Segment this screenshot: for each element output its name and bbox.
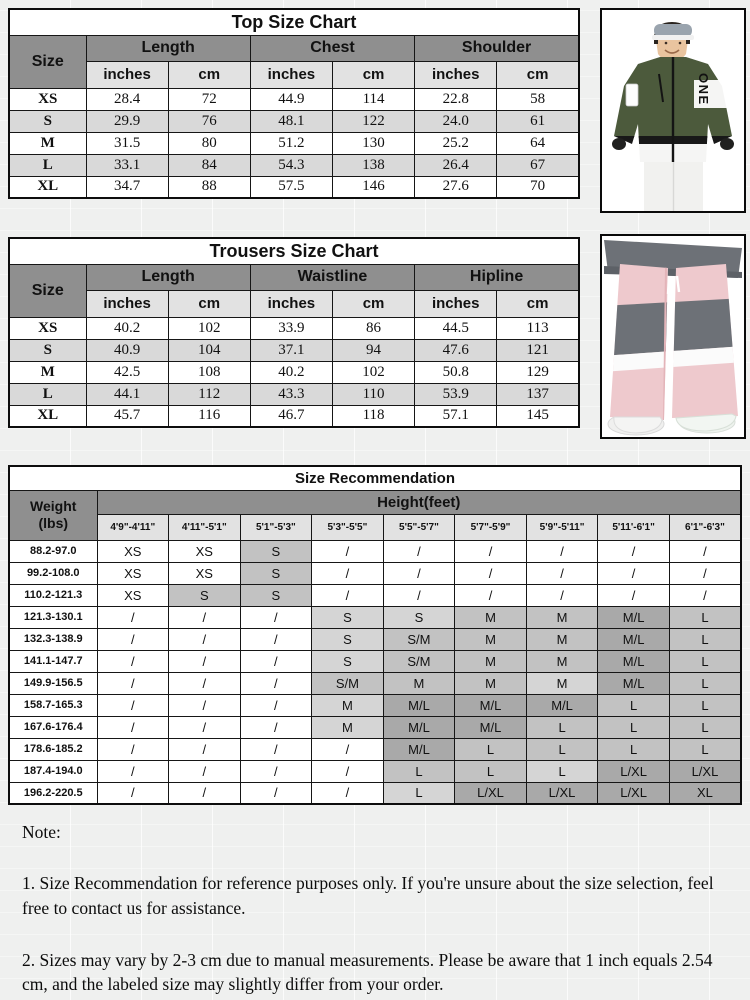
weight-range-2: 110.2-121.3	[9, 584, 97, 606]
recommendation-cell-11-8: XL	[669, 782, 741, 804]
trousers-chart-value-XS-3: 86	[332, 317, 414, 339]
height-column-7: 5'11'-6'1"	[598, 514, 670, 540]
top-chart-value-XS-1: 72	[168, 88, 250, 110]
recommendation-cell-2-6: /	[526, 584, 598, 606]
weight-range-4: 132.3-138.9	[9, 628, 97, 650]
recommendation-cell-1-6: /	[526, 562, 598, 584]
recommendation-cell-1-4: /	[383, 562, 455, 584]
trousers-chart-value-XL-3: 118	[332, 405, 414, 427]
recommendation-cell-11-5: L/XL	[455, 782, 527, 804]
recommendation-cell-9-4: M/L	[383, 738, 455, 760]
trousers-chart-value-L-5: 137	[497, 383, 579, 405]
weight-range-7: 158.7-165.3	[9, 694, 97, 716]
trousers-chart-value-M-2: 40.2	[250, 361, 332, 383]
top-chart-unit-header-5: cm	[497, 61, 579, 88]
recommendation-cell-11-4: L	[383, 782, 455, 804]
recommendation-cell-2-1: S	[169, 584, 241, 606]
recommendation-cell-0-5: /	[455, 540, 527, 562]
top-chart-group-header-1: Chest	[250, 35, 414, 61]
trousers-chart-value-XS-5: 113	[497, 317, 579, 339]
top-chart-value-S-2: 48.1	[250, 110, 332, 132]
recommendation-cell-3-5: M	[455, 606, 527, 628]
recommendation-cell-11-6: L/XL	[526, 782, 598, 804]
recommendation-cell-6-4: M	[383, 672, 455, 694]
recommendation-cell-9-2: /	[240, 738, 312, 760]
jacket-brand-text: ONE	[696, 73, 711, 106]
recommendation-cell-7-0: /	[97, 694, 169, 716]
trousers-chart-value-XL-1: 116	[168, 405, 250, 427]
trousers-chart-value-M-0: 42.5	[86, 361, 168, 383]
recommendation-cell-3-7: M/L	[598, 606, 670, 628]
recommendation-cell-4-8: L	[669, 628, 741, 650]
recommendation-row-8	[9, 716, 741, 738]
top-chart-row-S	[9, 110, 579, 132]
weight-header-line1: Weight	[30, 497, 77, 514]
recommendation-cell-8-8: L	[669, 716, 741, 738]
top-chart-value-XS-4: 22.8	[415, 88, 497, 110]
recommendation-cell-2-4: /	[383, 584, 455, 606]
height-header: Height(feet)	[97, 490, 741, 514]
recommendation-cell-2-5: /	[455, 584, 527, 606]
recommendation-cell-5-5: M	[455, 650, 527, 672]
recommendation-cell-3-4: S	[383, 606, 455, 628]
recommendation-cell-0-0: XS	[97, 540, 169, 562]
recommendation-cell-1-2: S	[240, 562, 312, 584]
top-chart-row-XS	[9, 88, 579, 110]
trousers-chart-value-S-3: 94	[332, 339, 414, 361]
recommendation-cell-8-3: M	[312, 716, 384, 738]
recommendation-cell-4-5: M	[455, 628, 527, 650]
trousers-chart-size-S: S	[9, 339, 86, 361]
recommendation-cell-11-3: /	[312, 782, 384, 804]
top-chart-value-L-3: 138	[332, 154, 414, 176]
recommendation-cell-6-0: /	[97, 672, 169, 694]
recommendation-row-1	[9, 562, 741, 584]
recommendation-cell-10-6: L	[526, 760, 598, 782]
recommendation-cell-3-8: L	[669, 606, 741, 628]
top-chart-value-XS-2: 44.9	[250, 88, 332, 110]
recommendation-cell-1-8: /	[669, 562, 741, 584]
trousers-chart-value-L-1: 112	[168, 383, 250, 405]
recommendation-cell-4-6: M	[526, 628, 598, 650]
top-chart-value-M-5: 64	[497, 132, 579, 154]
recommendation-cell-7-2: /	[240, 694, 312, 716]
trousers-chart-row-L	[9, 383, 579, 405]
recommendation-cell-5-8: L	[669, 650, 741, 672]
top-chart-table	[8, 8, 580, 199]
top-chart-size-header: Size	[9, 35, 86, 88]
note-item-1: 1. Size Recommendation for reference purposes only. If you're unsure about the size selection, feel free to contact us for assistance.	[22, 872, 714, 918]
trousers-chart-value-XL-0: 45.7	[86, 405, 168, 427]
trousers-product-photo	[600, 234, 746, 439]
trousers-chart-value-S-5: 121	[497, 339, 579, 361]
top-chart-value-M-3: 130	[332, 132, 414, 154]
top-chart-value-XS-0: 28.4	[86, 88, 168, 110]
recommendation-title: Size Recommendation	[9, 466, 741, 490]
recommendation-cell-2-0: XS	[97, 584, 169, 606]
top-chart-row-L	[9, 154, 579, 176]
top-chart-value-M-2: 51.2	[250, 132, 332, 154]
recommendation-cell-1-5: /	[455, 562, 527, 584]
recommendation-row-4	[9, 628, 741, 650]
trousers-chart-value-S-0: 40.9	[86, 339, 168, 361]
trousers-chart-unit-header-5: cm	[497, 290, 579, 317]
recommendation-height-header-row	[9, 490, 741, 514]
top-chart-size-S: S	[9, 110, 86, 132]
top-chart-value-M-4: 25.2	[415, 132, 497, 154]
trousers-chart-value-M-1: 108	[168, 361, 250, 383]
recommendation-cell-6-7: M/L	[598, 672, 670, 694]
trousers-chart-value-XL-5: 145	[497, 405, 579, 427]
top-chart-size-XL: XL	[9, 176, 86, 198]
trousers-chart-value-L-3: 110	[332, 383, 414, 405]
recommendation-cell-9-7: L	[598, 738, 670, 760]
trousers-chart-value-L-2: 43.3	[250, 383, 332, 405]
recommendation-cell-5-4: S/M	[383, 650, 455, 672]
top-chart-value-XL-3: 146	[332, 176, 414, 198]
recommendation-cell-11-1: /	[169, 782, 241, 804]
recommendation-cell-8-1: /	[169, 716, 241, 738]
recommendation-cell-1-0: XS	[97, 562, 169, 584]
trousers-chart-value-L-0: 44.1	[86, 383, 168, 405]
recommendation-cell-5-0: /	[97, 650, 169, 672]
recommendation-row-5	[9, 650, 741, 672]
recommendation-row-2	[9, 584, 741, 606]
weight-range-6: 149.9-156.5	[9, 672, 97, 694]
trousers-chart-group-header-1: Waistline	[250, 264, 414, 290]
trousers-chart-size-M: M	[9, 361, 86, 383]
top-chart-size-L: L	[9, 154, 86, 176]
recommendation-cell-7-5: M/L	[455, 694, 527, 716]
recommendation-cell-4-4: S/M	[383, 628, 455, 650]
recommendation-title-row	[9, 466, 741, 490]
recommendation-cell-2-2: S	[240, 584, 312, 606]
recommendation-cell-5-2: /	[240, 650, 312, 672]
trousers-chart-value-XS-4: 44.5	[415, 317, 497, 339]
recommendation-cell-0-1: XS	[169, 540, 241, 562]
recommendation-cell-7-1: /	[169, 694, 241, 716]
recommendation-cell-7-3: M	[312, 694, 384, 716]
height-column-4: 5'5"-5'7"	[383, 514, 455, 540]
height-column-2: 5'1"-5'3"	[240, 514, 312, 540]
top-chart-value-L-0: 33.1	[86, 154, 168, 176]
trousers-chart-unit-header-3: cm	[332, 290, 414, 317]
weight-range-1: 99.2-108.0	[9, 562, 97, 584]
trousers-chart-unit-header-4: inches	[415, 290, 497, 317]
recommendation-cell-6-8: L	[669, 672, 741, 694]
top-chart-value-L-1: 84	[168, 154, 250, 176]
recommendation-cell-9-1: /	[169, 738, 241, 760]
recommendation-cell-6-1: /	[169, 672, 241, 694]
trousers-chart-row-XL	[9, 405, 579, 427]
recommendation-cell-8-6: L	[526, 716, 598, 738]
top-chart-row-XL	[9, 176, 579, 198]
recommendation-cell-5-7: M/L	[598, 650, 670, 672]
trousers-chart-size-L: L	[9, 383, 86, 405]
trousers-chart-value-XL-2: 46.7	[250, 405, 332, 427]
top-chart-group-header-row	[9, 35, 579, 61]
jacket-model-illustration	[602, 10, 744, 211]
recommendation-cell-7-4: M/L	[383, 694, 455, 716]
top-size-chart-table	[8, 8, 580, 199]
recommendation-cell-3-3: S	[312, 606, 384, 628]
recommendation-cell-10-1: /	[169, 760, 241, 782]
height-column-0: 4'9"-4'11"	[97, 514, 169, 540]
top-chart-group-header-2: Shoulder	[415, 35, 579, 61]
top-chart-value-XL-4: 27.6	[415, 176, 497, 198]
weight-header-line2: (lbs)	[38, 515, 69, 531]
top-chart-value-XL-0: 34.7	[86, 176, 168, 198]
recommendation-cell-6-6: M	[526, 672, 598, 694]
trousers-illustration	[602, 236, 744, 437]
recommendation-cell-5-1: /	[169, 650, 241, 672]
recommendation-cell-0-8: /	[669, 540, 741, 562]
recommendation-cell-0-7: /	[598, 540, 670, 562]
recommendation-cell-5-6: M	[526, 650, 598, 672]
recommendation-cell-10-3: /	[312, 760, 384, 782]
recommendation-cell-7-6: M/L	[526, 694, 598, 716]
trousers-chart-group-header-row	[9, 264, 579, 290]
trousers-chart-unit-header-2: inches	[250, 290, 332, 317]
height-column-1: 4'11"-5'1"	[169, 514, 241, 540]
top-chart-value-L-5: 67	[497, 154, 579, 176]
recommendation-row-0	[9, 540, 741, 562]
recommendation-cell-0-4: /	[383, 540, 455, 562]
top-chart-value-XS-3: 114	[332, 88, 414, 110]
top-chart-title-row	[9, 9, 579, 35]
height-column-6: 5'9"-5'11"	[526, 514, 598, 540]
recommendation-cell-9-3: /	[312, 738, 384, 760]
trousers-chart-value-XS-2: 33.9	[250, 317, 332, 339]
weight-range-10: 187.4-194.0	[9, 760, 97, 782]
top-chart-value-M-1: 80	[168, 132, 250, 154]
recommendation-cell-10-5: L	[455, 760, 527, 782]
weight-range-8: 167.6-176.4	[9, 716, 97, 738]
trousers-chart-value-XL-4: 57.1	[415, 405, 497, 427]
trousers-chart-unit-header-row	[9, 290, 579, 317]
recommendation-cell-1-7: /	[598, 562, 670, 584]
height-column-5: 5'7"-5'9"	[455, 514, 527, 540]
weight-range-3: 121.3-130.1	[9, 606, 97, 628]
top-chart-unit-header-row	[9, 61, 579, 88]
recommendation-cell-8-0: /	[97, 716, 169, 738]
top-chart-unit-header-1: cm	[168, 61, 250, 88]
trousers-chart-size-XS: XS	[9, 317, 86, 339]
recommendation-cell-4-1: /	[169, 628, 241, 650]
recommendation-cell-3-0: /	[97, 606, 169, 628]
recommendation-row-7	[9, 694, 741, 716]
recommendation-cell-8-4: M/L	[383, 716, 455, 738]
recommendation-row-3	[9, 606, 741, 628]
top-chart-value-S-0: 29.9	[86, 110, 168, 132]
trousers-chart-unit-header-1: cm	[168, 290, 250, 317]
top-chart-row-M	[9, 132, 579, 154]
top-chart-unit-header-3: cm	[332, 61, 414, 88]
recommendation-row-10	[9, 760, 741, 782]
recommendation-height-columns-row	[9, 514, 741, 540]
trousers-chart-value-M-3: 102	[332, 361, 414, 383]
trousers-chart-title-row	[9, 238, 579, 264]
recommendation-cell-4-7: M/L	[598, 628, 670, 650]
recommendation-cell-6-3: S/M	[312, 672, 384, 694]
recommendation-cell-3-6: M	[526, 606, 598, 628]
trousers-chart-row-M	[9, 361, 579, 383]
trousers-size-chart-table	[8, 237, 580, 428]
trousers-chart-size-XL: XL	[9, 405, 86, 427]
recommendation-cell-0-3: /	[312, 540, 384, 562]
top-chart-value-S-4: 24.0	[415, 110, 497, 132]
trousers-chart-table	[8, 237, 580, 428]
recommendation-cell-11-0: /	[97, 782, 169, 804]
notes-section	[22, 820, 734, 1000]
note-item-2: 2. Sizes may vary by 2-3 cm due to manual measurements. Please be aware that 1 inch equals 2.54 cm, and the labeled size may slightly differ from your order.	[22, 949, 713, 995]
recommendation-cell-6-5: M	[455, 672, 527, 694]
top-chart-value-L-4: 26.4	[415, 154, 497, 176]
recommendation-cell-9-5: L	[455, 738, 527, 760]
trousers-chart-value-XS-1: 102	[168, 317, 250, 339]
recommendation-cell-10-2: /	[240, 760, 312, 782]
recommendation-cell-4-0: /	[97, 628, 169, 650]
recommendation-cell-8-5: M/L	[455, 716, 527, 738]
recommendation-cell-10-7: L/XL	[598, 760, 670, 782]
trousers-chart-value-M-5: 129	[497, 361, 579, 383]
recommendation-cell-1-1: XS	[169, 562, 241, 584]
top-chart-unit-header-0: inches	[86, 61, 168, 88]
recommendation-row-11	[9, 782, 741, 804]
top-chart-value-XL-2: 57.5	[250, 176, 332, 198]
recommendation-cell-1-3: /	[312, 562, 384, 584]
height-column-3: 5'3"-5'5"	[312, 514, 384, 540]
jacket-product-photo	[600, 8, 746, 213]
recommendation-cell-2-7: /	[598, 584, 670, 606]
top-chart-size-XS: XS	[9, 88, 86, 110]
top-chart-value-M-0: 31.5	[86, 132, 168, 154]
recommendation-cell-9-8: L	[669, 738, 741, 760]
recommendation-cell-7-7: L	[598, 694, 670, 716]
recommendation-cell-6-2: /	[240, 672, 312, 694]
recommendation-cell-9-0: /	[97, 738, 169, 760]
recommendation-cell-10-0: /	[97, 760, 169, 782]
recommendation-cell-0-6: /	[526, 540, 598, 562]
top-chart-group-header-0: Length	[86, 35, 250, 61]
top-chart-unit-header-2: inches	[250, 61, 332, 88]
weight-range-9: 178.6-185.2	[9, 738, 97, 760]
trousers-chart-value-S-2: 37.1	[250, 339, 332, 361]
top-chart-title: Top Size Chart	[9, 9, 579, 35]
top-chart-value-XL-1: 88	[168, 176, 250, 198]
recommendation-cell-11-2: /	[240, 782, 312, 804]
trousers-chart-size-header: Size	[9, 264, 86, 317]
top-chart-value-S-5: 61	[497, 110, 579, 132]
height-column-8: 6'1"-6'3"	[669, 514, 741, 540]
top-chart-size-M: M	[9, 132, 86, 154]
size-recommendation-table	[8, 465, 742, 805]
weight-range-0: 88.2-97.0	[9, 540, 97, 562]
recommendation-cell-11-7: L/XL	[598, 782, 670, 804]
trousers-chart-row-XS	[9, 317, 579, 339]
top-chart-value-S-1: 76	[168, 110, 250, 132]
recommendation-cell-10-4: L	[383, 760, 455, 782]
recommendation-cell-9-6: L	[526, 738, 598, 760]
trousers-chart-value-S-1: 104	[168, 339, 250, 361]
top-chart-value-S-3: 122	[332, 110, 414, 132]
note-heading: Note:	[22, 822, 61, 842]
recommendation-table	[8, 465, 742, 805]
recommendation-row-9	[9, 738, 741, 760]
recommendation-cell-7-8: L	[669, 694, 741, 716]
recommendation-cell-4-2: /	[240, 628, 312, 650]
weight-header	[9, 490, 97, 540]
recommendation-cell-2-8: /	[669, 584, 741, 606]
recommendation-cell-3-1: /	[169, 606, 241, 628]
recommendation-row-6	[9, 672, 741, 694]
top-chart-unit-header-4: inches	[415, 61, 497, 88]
trousers-chart-title: Trousers Size Chart	[9, 238, 579, 264]
trousers-chart-value-M-4: 50.8	[415, 361, 497, 383]
top-chart-value-L-2: 54.3	[250, 154, 332, 176]
recommendation-cell-2-3: /	[312, 584, 384, 606]
trousers-chart-group-header-0: Length	[86, 264, 250, 290]
trousers-chart-unit-header-0: inches	[86, 290, 168, 317]
recommendation-cell-0-2: S	[240, 540, 312, 562]
recommendation-cell-10-8: L/XL	[669, 760, 741, 782]
trousers-chart-value-S-4: 47.6	[415, 339, 497, 361]
top-chart-value-XS-5: 58	[497, 88, 579, 110]
recommendation-cell-3-2: /	[240, 606, 312, 628]
weight-range-11: 196.2-220.5	[9, 782, 97, 804]
top-chart-value-XL-5: 70	[497, 176, 579, 198]
recommendation-cell-5-3: S	[312, 650, 384, 672]
recommendation-cell-8-7: L	[598, 716, 670, 738]
trousers-chart-value-L-4: 53.9	[415, 383, 497, 405]
recommendation-cell-8-2: /	[240, 716, 312, 738]
trousers-chart-value-XS-0: 40.2	[86, 317, 168, 339]
recommendation-cell-4-3: S	[312, 628, 384, 650]
trousers-chart-group-header-2: Hipline	[415, 264, 579, 290]
trousers-chart-row-S	[9, 339, 579, 361]
weight-range-5: 141.1-147.7	[9, 650, 97, 672]
